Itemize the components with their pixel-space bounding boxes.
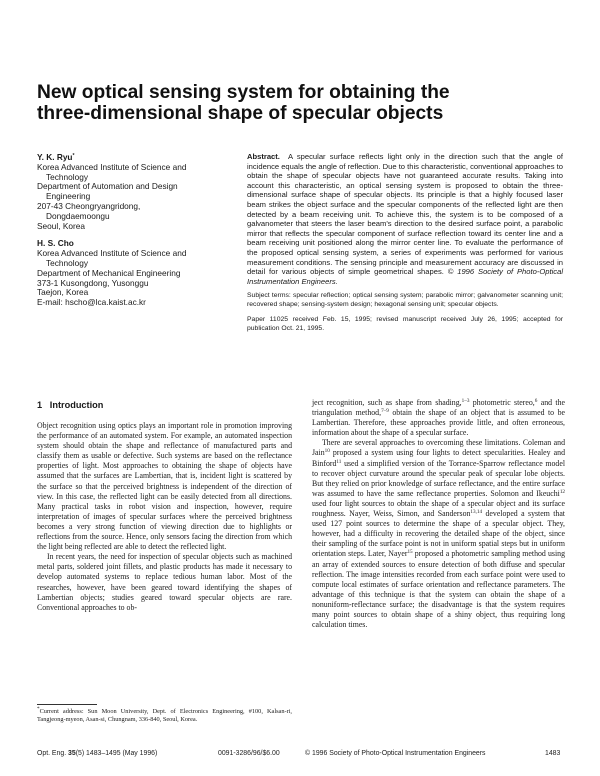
section-number: 1 xyxy=(37,400,43,410)
author-affiliation-line: 207-43 Cheongryangridong, xyxy=(37,200,141,211)
body-paragraph: There are several approaches to overcoming these limitations. Coleman and Jain$^{10}$ proposed a system using four lights to detect specularities. Healey and Binford$^{11}$ used a simplified version of the Torrance-Sparrow reflectance model to recover object curvature around the specular peak of specular lobe objects. But they relied on prior knowledge of surface reflectance, and the entire surface was assumed to have the same reflectance properties. Solomon and Ikeuchi$^{12}$ used four light sources to obtain the shape of a specular object and its surface roughness. Nayer, Weiss, Simon, and Sanderson$^{13,14}$ developed a system that used 127 point sources to determine the shape of a specular object. They, however, had a difficulty in recovering the detailed shape of the object, since their sampling of the surface point is not in uniform spatial steps but in uniform orientation steps. Later, Nayer$^{15}$ proposed a photometric sampling method using an array of extended sources to ensure detection of both diffuse and specular reflection. The image intensities recorded from each surface point were used to compute local estimates of surface orientation and reflectance parameters. The advantage of this technique is that the system can obtain the shape of a nonuniform-reflectance surface; the disadvantage is that the system requires many point sources to obtain shape of a shiny object, thus requiring long calculation times. xyxy=(312,438,565,630)
title-line-2: three-dimensional shape of specular objects xyxy=(37,103,444,124)
section-title: Introduction xyxy=(49,400,104,410)
author-affiliation-line: Department of Mechanical Engineering xyxy=(37,267,181,278)
footer-copyright: © 1996 Society of Photo-Optical Instrumentation Engineers xyxy=(305,750,486,757)
abstract-text: A specular surface reflects light only in the direction such that the angle of incidence equals the angle of reflection. Due to this characteristic, conventional approaches to obtain the shape of specular objects have not guaranteed accurate results. Taking into account this characteristic, an optical sensing system is proposed to obtain the three-dimensional surface shape of specular objects. Its principle is that a highly focused laser beam strikes the object surface and the specular components of the reflected light are then detected by a beam receiving unit. To achieve this, the system is to be composed of a galvanometer that steers the laser beam's direction to the desired surface point, a parabolic mirror that reflects the specular component of surface reflection toward its center line and a beam receiving unit positioned along the mirror center line. To evaluate the performance of the proposed optical sensing system, a series of experiments was performed for various measurement conditions. The sensing principle and measurement accuracy are discussed in detail for various objects of simple geometrical shapes. xyxy=(247,152,563,277)
author-affiliation-line: Department of Automation and Design xyxy=(37,181,178,192)
abstract-copyright: © 1996 Society of Photo-Optical Instrumentation Engineers. xyxy=(247,267,564,286)
author-2 xyxy=(37,239,237,308)
page-number: 1483 xyxy=(545,750,561,757)
author-affiliation-line: Dongdaemoongu xyxy=(46,210,110,221)
author-affiliation-line: Engineering xyxy=(46,191,91,202)
title-line-1: New optical sensing system for obtaining the xyxy=(37,82,450,103)
body-column-left xyxy=(37,421,292,613)
footer-citation: Opt. Eng. 35(5) 1483–1495 (May 1996) xyxy=(37,750,158,757)
body-paragraph: In recent years, the need for inspection of specular objects such as machined metal parts, soldered joint fillets, and plastic products has made it necessary to develop automated systems to replace tedious human labor. Most of the researches, however, have been geared toward identifying the shapes of Lambertian objects; studies geared toward specular objects are rare. Conventional approaches to ob- xyxy=(37,552,292,612)
author-email[interactable]: E-mail: hscho@lca.kaist.ac.kr xyxy=(37,297,146,308)
footer-volume: 35 xyxy=(68,750,76,757)
author-affiliation-line: Taejon, Korea xyxy=(37,287,89,298)
author-name: H. S. Cho xyxy=(37,238,74,249)
body-paragraph: Object recognition using optics plays an important role in promotion improving the performance of an automated system. For example, an automated inspection system should obtain the shape and reflectance of manufactured parts and classify them as usable or defective. Such systems are based on the reflectance properties of light. Most approaches to obtaining the shape of objects have assumed that the surfaces are Lambertian, that is, incident light is scattered by the surface so that the perceived brightness is independent of the direction of view. In this case, the reflected light can be easily detected from all directions. Many practical tasks in robot vision and inspection, however, require interpretation of images of specular surfaces where the perceived brightness becomes a very strong function of viewing direction due to highlights or reflections from the source. Hence, only sensors facing the direction from which the light being reflected are able to detect the reflected light. xyxy=(37,421,292,552)
abstract-block xyxy=(247,152,563,334)
abstract-paragraph xyxy=(247,152,563,286)
citation-ref: 6 xyxy=(534,398,538,404)
authors-block xyxy=(37,153,237,308)
paper-title xyxy=(37,82,567,124)
subject-terms: Subject terms: specular reflection; optical sensing system; parabolic mirror; galvanometer scanning unit; recovered shape; sensing-system design; hexagonal sensing unit; specular objects. xyxy=(247,292,563,309)
footnote xyxy=(37,708,292,724)
author-affiliation-line: Korea Advanced Institute of Science and xyxy=(37,161,187,172)
paper-history: Paper 11025 received Feb. 15, 1995; revised manuscript received July 26, 1995; accepted for publication Oct. 21, 1995. xyxy=(247,315,563,332)
footnote-mark: * xyxy=(37,706,40,712)
citation-ref: 1–3 xyxy=(461,398,470,404)
author-name: Y. K. Ryu xyxy=(37,152,73,162)
author-affiliation-line: Seoul, Korea xyxy=(37,220,85,231)
citation-ref: 11 xyxy=(336,458,342,465)
footer-issn: 0091-3286/96/$6.00 xyxy=(218,750,280,757)
citation-ref: 13,14 xyxy=(470,509,483,516)
author-affiliation-line: Korea Advanced Institute of Science and xyxy=(37,248,187,259)
author-affiliation-line: 373-1 Kusongdong, Yusonggu xyxy=(37,277,149,288)
citation-ref: 10 xyxy=(324,448,330,455)
citation-ref: 12 xyxy=(559,488,565,495)
citation-ref: 7–9 xyxy=(381,408,389,415)
abstract-label: Abstract. xyxy=(247,152,280,161)
author-affiliation-line: Technology xyxy=(46,171,88,182)
author-affiliation-line: Technology xyxy=(46,257,88,268)
citation-ref: 15 xyxy=(407,549,413,556)
author-1 xyxy=(37,153,237,231)
section-heading xyxy=(37,400,103,410)
body-column-right xyxy=(312,398,565,630)
footnote-divider xyxy=(37,704,97,705)
body-paragraph: ject recognition, such as shape from shading,$^{1-3}$ photometric stereo,$^6$ and the triangulation method,$^{7-9}$ obtain the shape of an object that is assumed to be Lambertian. Therefore, these approaches provide little, and often erroneous, information about the shape of a specular surface. xyxy=(312,398,566,438)
footnote-text: Current address: Sun Moon University, Dept. of Electronics Engineering, #100, Kalsan-ri, Tangjeong-myeon, Asan-si, Chungnam, 336-840, Seoul, Korea. xyxy=(37,708,292,723)
author-footnote-mark: * xyxy=(72,153,75,159)
